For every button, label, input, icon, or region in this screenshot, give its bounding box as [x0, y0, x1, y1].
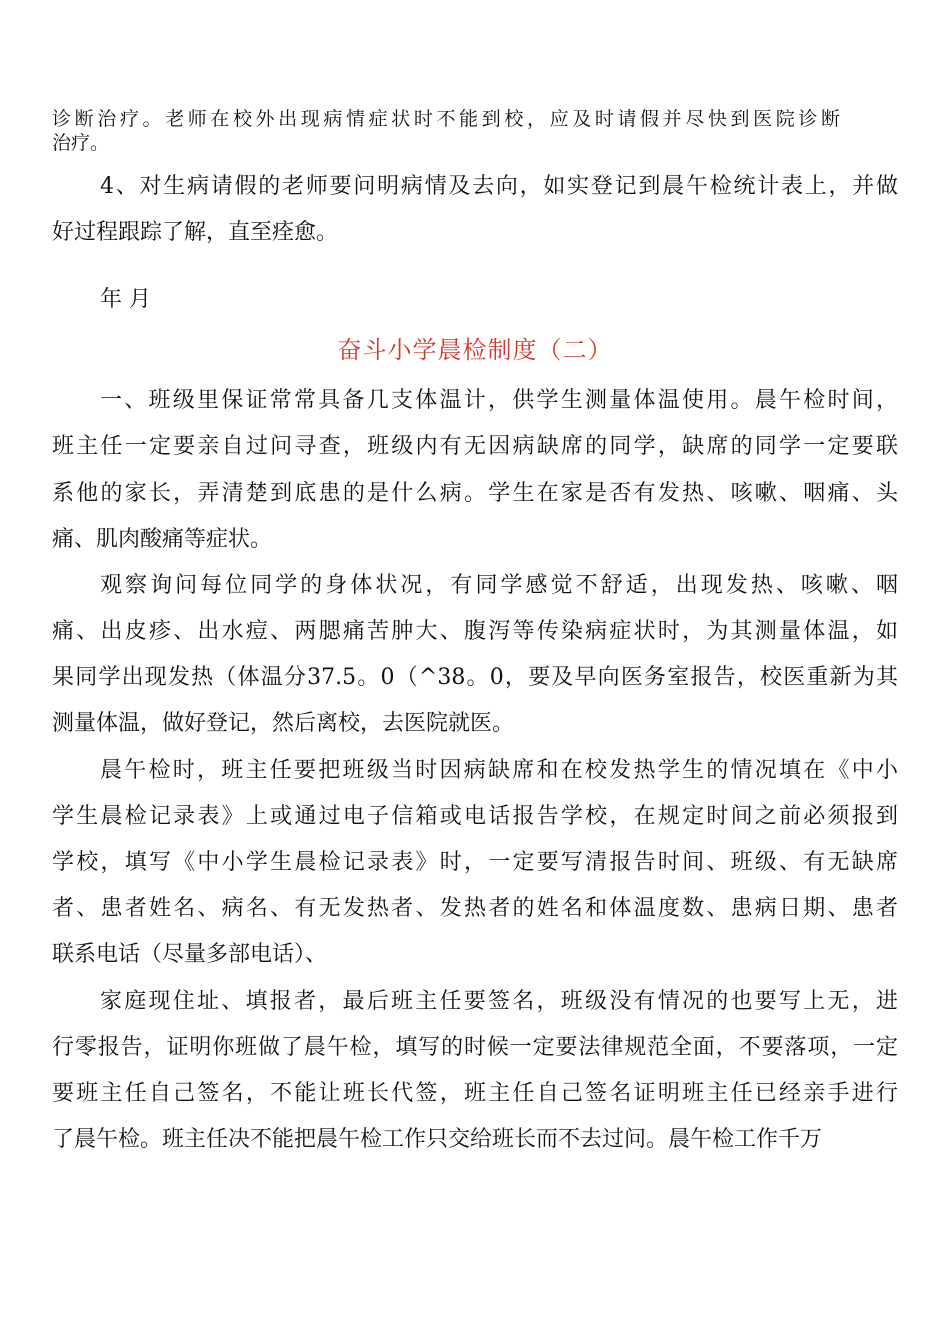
section3-line-5: 联系电话（尽量多部电话）、 [52, 942, 328, 967]
section4-line-1: 家庭现住址、填报者，最后班主任要签名，班级没有情况的也要写上无，进 [100, 989, 898, 1014]
section4-line-4: 了晨午检。班主任决不能把晨午检工作只交给班长而不去过问。晨午检工作千万 [52, 1127, 823, 1152]
section4-line-2: 行零报告，证明你班做了晨午检，填写的时候一定要法律规范全面，不要落项，一定 [52, 1035, 898, 1060]
date-line: 年 月 [100, 287, 151, 312]
top-line-2: 治疗。 [52, 132, 110, 154]
item4-line-1: 4、对生病请假的老师要问明病情及去向，如实登记到晨午检统计表上，并做 [100, 174, 898, 199]
section2-line-2: 痛、出皮疹、出水痘、两腮痛苦肿大、腹泻等传染病症状时，为其测量体温，如 [52, 619, 898, 644]
section2-line-3: 果同学出现发热（体温分37.5。0（^38。0，要及早向医务室报告，校医重新为其 [52, 665, 898, 690]
section1-line-4: 痛、肌肉酸痛等症状。 [52, 527, 273, 552]
section4-line-3: 要班主任自己签名，不能让班长代签，班主任自己签名证明班主任已经亲手进行 [52, 1081, 898, 1106]
section3-line-4: 者、患者姓名、病名、有无发热者、发热者的姓名和体温度数、患病日期、患者 [52, 896, 898, 921]
section3-line-3: 学校，填写《中小学生晨检记录表》时，一定要写清报告时间、班级、有无缺席 [52, 850, 898, 875]
section3-line-2: 学生晨检记录表》上或通过电子信箱或电话报告学校，在规定时间之前必须报到 [52, 804, 898, 829]
section1-line-3: 系他的家长，弄清楚到底患的是什么病。学生在家是否有发热、咳嗽、咽痛、头 [52, 481, 898, 506]
item4-line-2: 好过程跟踪了解，直至痊愈。 [52, 220, 339, 245]
section3-line-1: 晨午检时，班主任要把班级当时因病缺席和在校发热学生的情况填在《中小 [100, 758, 898, 783]
top-line-1: 诊断治疗。老师在校外出现病情症状时不能到校，应及时请假并尽快到医院诊断 [52, 108, 840, 130]
section1-line-2: 班主任一定要亲自过问寻查，班级内有无因病缺席的同学，缺席的同学一定要联 [52, 434, 898, 459]
document-title: 奋斗小学晨检制度（二） [337, 336, 613, 364]
section1-line-1: 一、班级里保证常常具备几支体温计，供学生测量体温使用。晨午检时间， [100, 388, 898, 413]
section2-line-1: 观察询问每位同学的身体状况，有同学感觉不舒适，出现发热、咳嗽、咽 [100, 573, 898, 598]
section2-line-4: 测量体温，做好登记，然后离校，去医院就医。 [52, 711, 515, 736]
